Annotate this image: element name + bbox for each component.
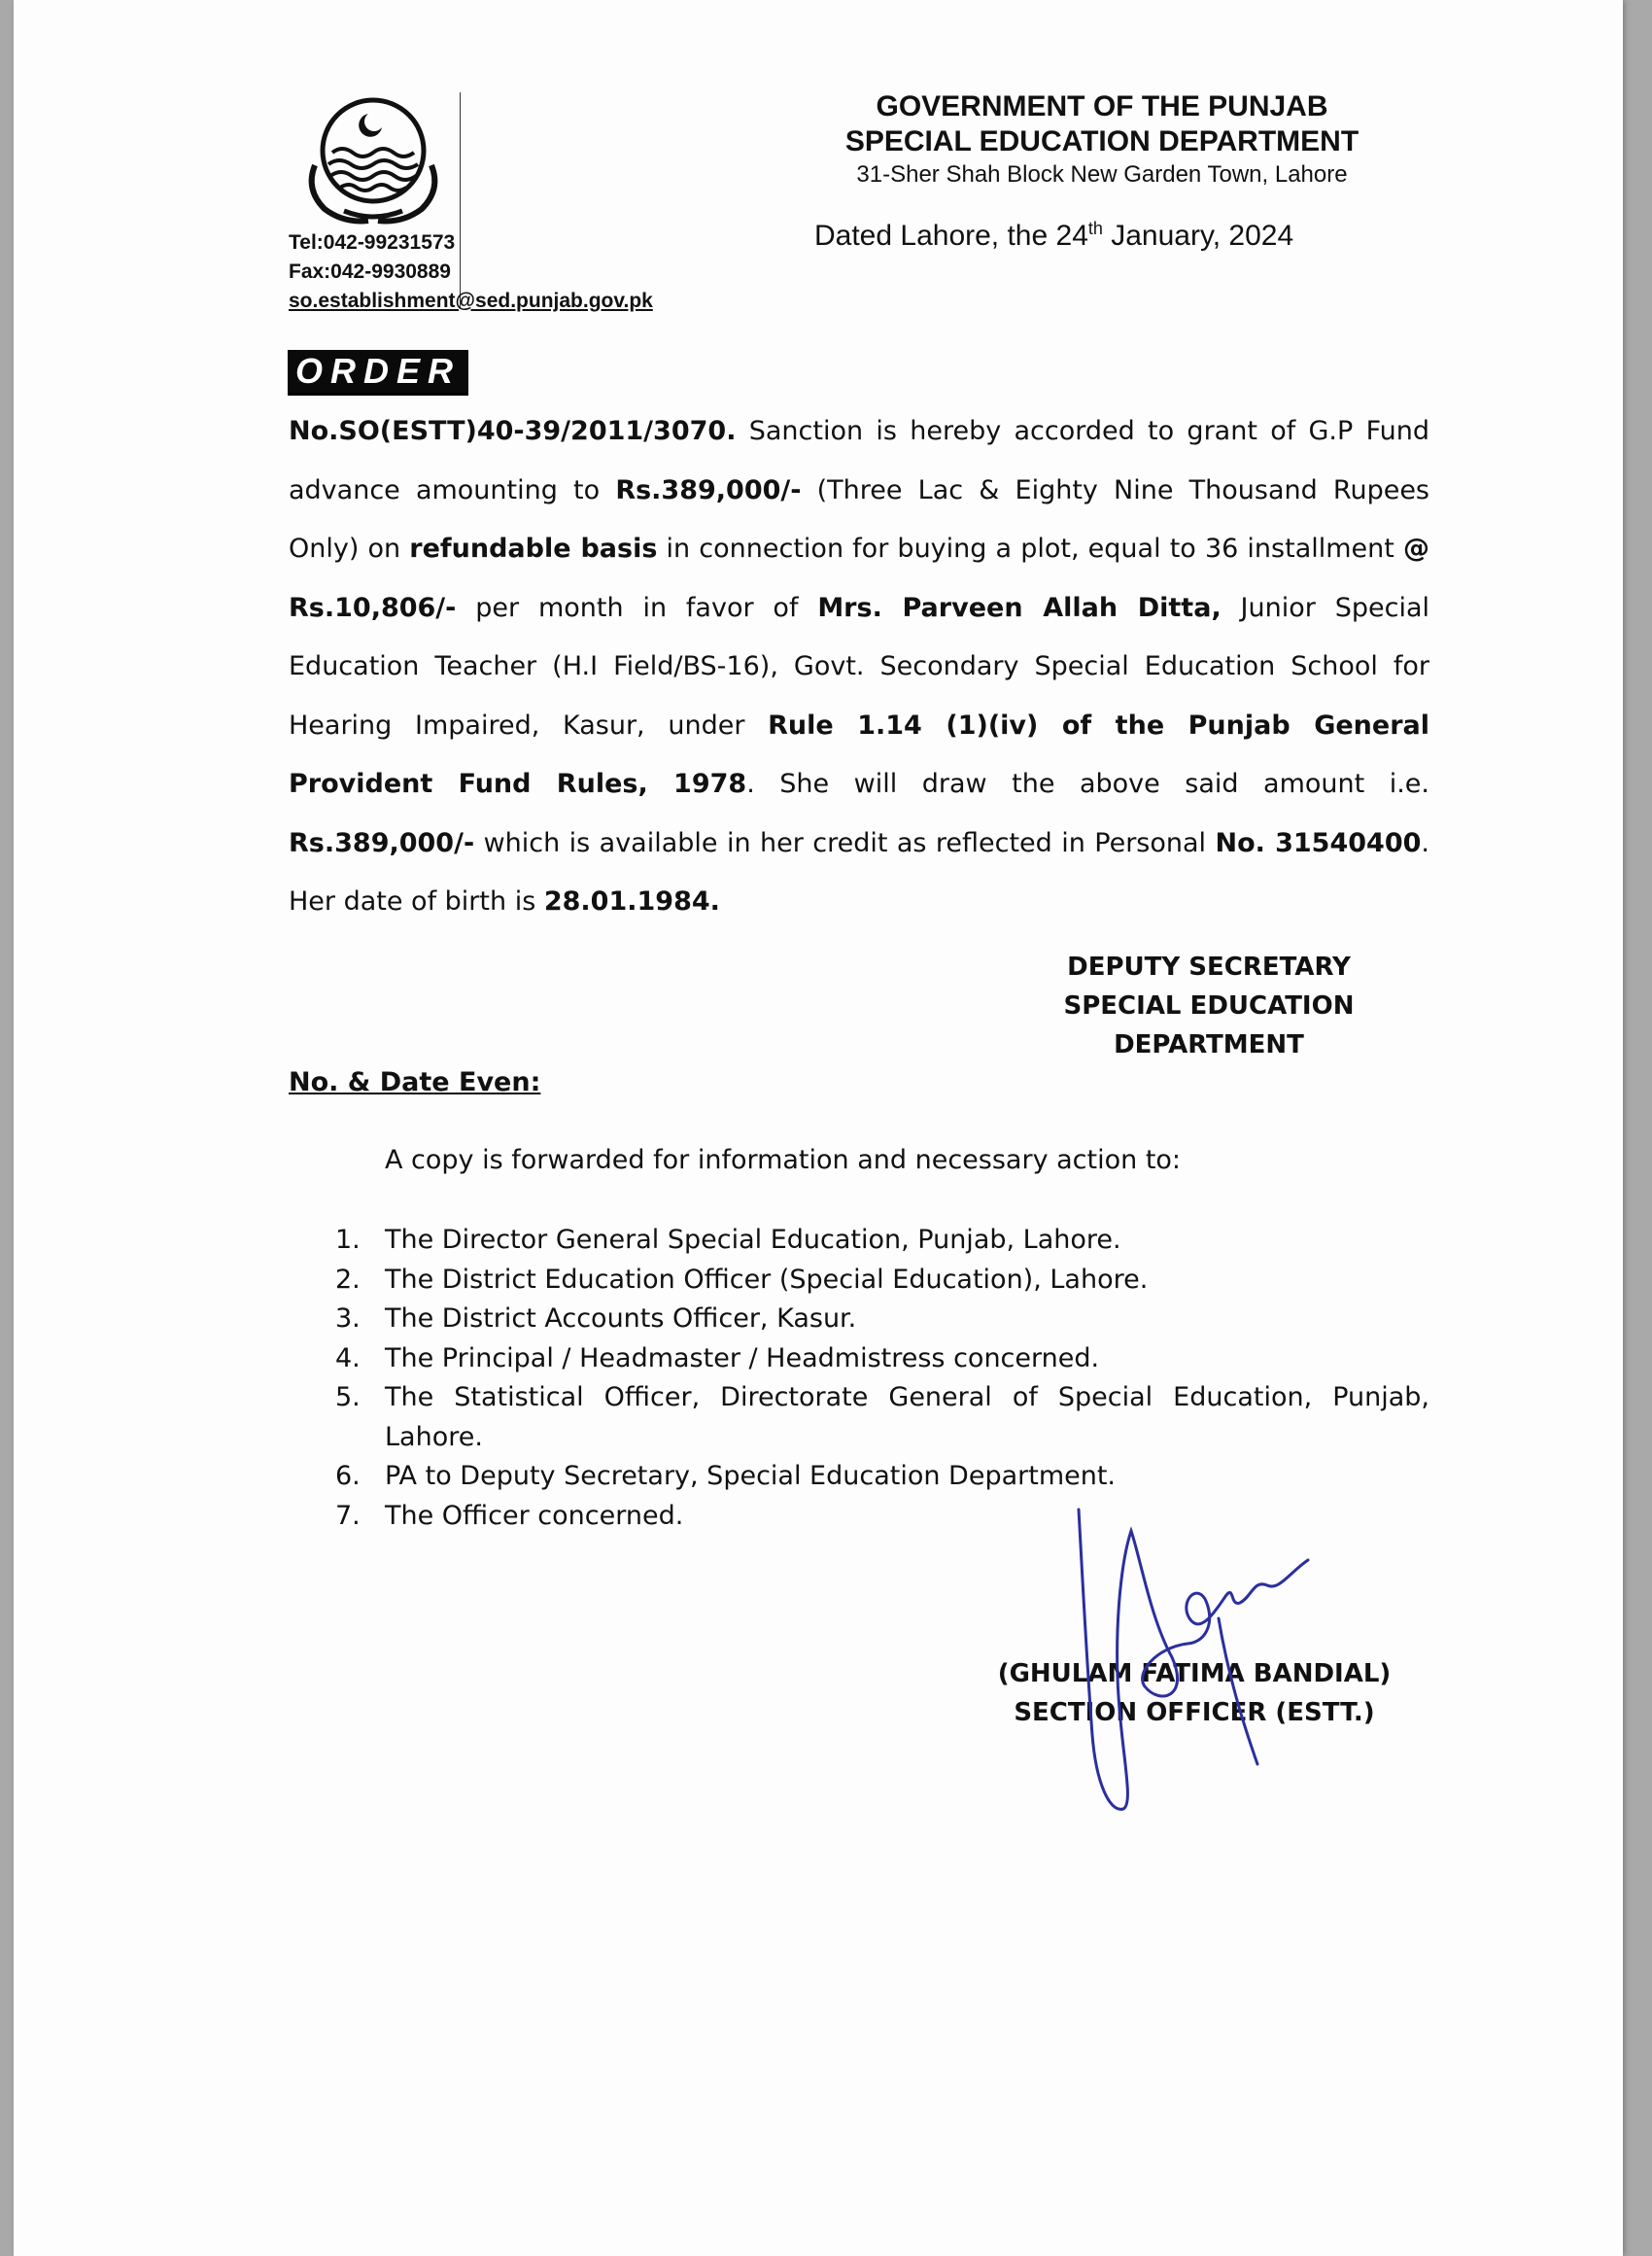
list-text: The District Accounts Officer, Kasur. (385, 1303, 857, 1334)
list-text: The Statistical Officer, Directorate General of Special Education, Punjab, Lahore. (385, 1382, 1429, 1452)
date-of-birth: 28.01.1984. (543, 886, 720, 917)
list-text: The District Education Officer (Special Education), Lahore. (385, 1264, 1149, 1295)
officer-title: SECTION OFFICER (ESTT.) (1014, 1698, 1375, 1727)
list-number: 7. (335, 1500, 361, 1531)
list-number: 6. (335, 1461, 361, 1491)
list-text: The Principal / Headmaster / Headmistress concerned. (385, 1342, 1100, 1373)
punjab-government-emblem-icon (286, 92, 461, 228)
deputy-title-line1: DEPUTY SECRETARY (1067, 953, 1351, 982)
personal-number: No. 31540400 (1215, 827, 1422, 858)
body-text-2: (Three Lac & Eighty Nine Thousand Rupees Only) on (289, 474, 1429, 564)
list-text: The Director General Special Education, Punjab, Lahore. (385, 1225, 1121, 1255)
list-item (289, 1339, 1429, 1379)
body-text-8: . Her date of birth is (289, 827, 1429, 917)
no-date-even: No. & Date Even: (289, 1067, 541, 1097)
list-number: 1. (335, 1225, 361, 1255)
list-text: PA to Deputy Secretary, Special Education Department. (385, 1461, 1117, 1491)
dated-prefix: Dated Lahore, the 24 (814, 220, 1088, 252)
body-text-1: Sanction is hereby accorded to grant of G.P Fund advance amounting to (289, 416, 1429, 505)
installment-amount: @ Rs.10,806/- (289, 534, 1429, 623)
letterhead (772, 89, 1432, 191)
contact-block (289, 228, 653, 316)
list-item (289, 1221, 1429, 1261)
department-name: SPECIAL EDUCATION DEPARTMENT (844, 125, 1359, 157)
deputy-secretary-block (1005, 948, 1413, 1064)
list-number: 4. (335, 1342, 361, 1373)
refundable-basis: refundable basis (409, 534, 658, 564)
forward-text: A copy is forwarded for information and necessary action to: (385, 1145, 1182, 1175)
dated-line (814, 219, 1293, 253)
body-text-4: per month in favor of (456, 592, 818, 623)
government-name: GOVERNMENT OF THE PUNJAB (876, 90, 1328, 122)
officer-name: (GHULAM FATIMA BANDIAL) (997, 1659, 1392, 1688)
order-heading: ORDER (288, 350, 468, 396)
telephone: Tel:042-99231573 (289, 231, 456, 254)
body-text-6: . She will draw the above said amount i.e. (746, 769, 1429, 799)
handwritten-signature (1063, 1502, 1316, 1822)
list-number: 3. (335, 1303, 361, 1334)
advance-amount: Rs.389,000/- (615, 474, 802, 505)
deputy-title-line3: DEPARTMENT (1114, 1030, 1304, 1059)
copy-distribution-list (289, 1221, 1429, 1536)
body-text-3: in connection for buying a plot, equal to 36 installment (657, 534, 1403, 564)
list-text: The Officer concerned. (385, 1500, 684, 1531)
beneficiary-name: Mrs. Parveen Allah Ditta, (817, 592, 1222, 623)
dated-ordinal: th (1087, 219, 1103, 238)
order-body (289, 402, 1429, 932)
list-number: 2. (335, 1264, 361, 1295)
list-item (289, 1378, 1429, 1457)
fax: Fax:042-9930889 (289, 260, 451, 283)
deputy-title-line2: SPECIAL EDUCATION (1063, 991, 1355, 1021)
document-page (14, 0, 1623, 2256)
rule-reference: Rule 1.14 (1)(iv) of the Punjab General Provident Fund Rules, 1978 (289, 710, 1429, 799)
department-address: 31-Sher Shah Block New Garden Town, Lahore (856, 161, 1348, 188)
reference-number: No.SO(ESTT)40-39/2011/3070. (289, 416, 737, 446)
list-item (289, 1261, 1429, 1301)
dated-suffix: January, 2024 (1102, 220, 1294, 252)
email-link[interactable]: so.establishment@sed.punjab.gov.pk (289, 290, 653, 312)
list-item (289, 1300, 1429, 1339)
list-item (289, 1457, 1429, 1497)
body-text-7: which is available in her credit as reflected in Personal (474, 827, 1216, 858)
draw-amount: Rs.389,000/- (289, 827, 475, 858)
list-number: 5. (335, 1382, 361, 1412)
body-text-5: Junior Special Education Teacher (H.I Field/BS-16), Govt. Secondary Special Education School for Hearing Impaired, Kasur, under (289, 592, 1430, 741)
